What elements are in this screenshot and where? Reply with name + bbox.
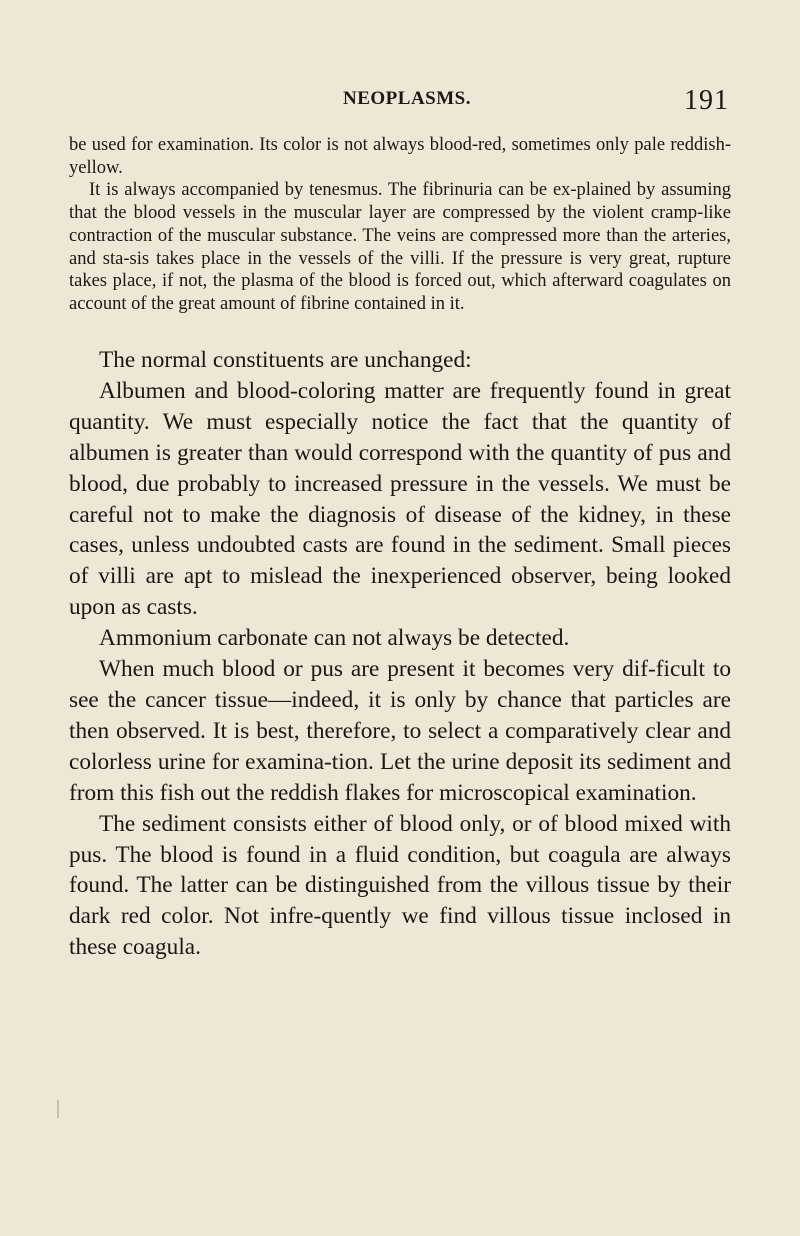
paragraph: Albumen and blood-coloring matter are frequently found in great quantity. We must especially notice the fact that the quantity of albumen is greater than would correspond with the quantity of pus and blood, due probably to increased pressure in the vessels. We must be careful not to make the diagnosis of disease of the kidney, in these cases, unless undoubted casts are found in the sediment. Small pieces of villi are apt to mislead the inexperienced observer, being looked upon as casts. bbox=[69, 377, 731, 621]
page-number: 191 bbox=[684, 85, 729, 116]
margin-mark bbox=[57, 1100, 59, 1118]
paragraph: The sediment consists either of blood only, or of blood mixed with pus. The blood is found in a fluid condition, but coagula are always found. The latter can be distinguished from the villous tissue by their dark red color. Not infre-quently we find villous tissue inclosed in these coagula. bbox=[69, 810, 731, 961]
small-print-section bbox=[69, 134, 731, 316]
running-title: NEOPLASMS. bbox=[343, 88, 471, 109]
section-heading-paragraph: The normal constituents are unchanged: bbox=[99, 347, 472, 373]
paragraph: Ammonium carbonate can not always be detected. bbox=[99, 625, 570, 652]
main-text-section bbox=[69, 345, 731, 963]
paragraph: When much blood or pus are present it becomes very dif-ficult to see the cancer tissue—indeed, it is only by chance that particles are then observed. It is best, therefore, to select a comparatively clear and colorless urine for examina-tion. Let the urine deposit its sediment and from this fish out the reddish flakes for microscopical examination. bbox=[69, 656, 731, 806]
paragraph: be used for examination. Its color is not always blood-red, sometimes only pale reddish-yellow. bbox=[69, 135, 731, 178]
paragraph: It is always accompanied by tenesmus. The fibrinuria can be ex-plained by assuming that the blood vessels in the muscular layer are compressed by the violent cramp-like contraction of the muscular substance. The veins are compressed more than the arteries, and sta-sis takes place in the vessels of the villi. If the pressure is very great, rupture takes place, if not, the plasma of the blood is forced out, which afterward coagulates on account of the great amount of fibrine contained in it. bbox=[69, 180, 731, 314]
running-head bbox=[0, 85, 800, 128]
